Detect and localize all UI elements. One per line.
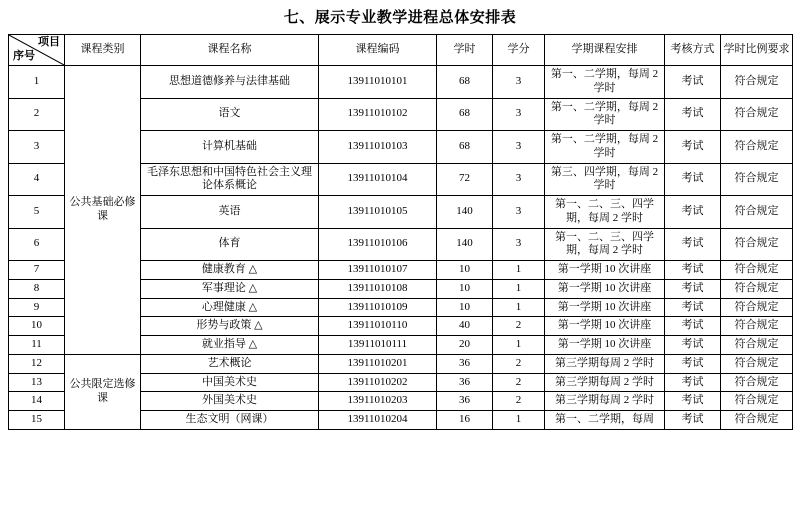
cell-credits: 3: [493, 196, 545, 229]
cell-index: 2: [9, 98, 65, 131]
cell-term: 第一学期 10 次讲座: [545, 317, 665, 336]
cell-hours: 68: [437, 131, 493, 164]
cell-term: 第三学期每周 2 学时: [545, 354, 665, 373]
cell-hours: 40: [437, 317, 493, 336]
cell-credits: 1: [493, 279, 545, 298]
cell-term: 第一、二学期，每周: [545, 411, 665, 430]
cell-credits: 3: [493, 66, 545, 99]
cell-exam: 考试: [665, 98, 721, 131]
page-title: 七、展示专业教学进程总体安排表: [283, 9, 517, 26]
cell-course-name: 思想道德修养与法律基础: [141, 66, 319, 99]
cell-course-code: 13911010107: [319, 261, 437, 280]
cell-hours: 36: [437, 373, 493, 392]
cell-ratio: 符合规定: [721, 66, 793, 99]
cell-course-code: 13911010201: [319, 354, 437, 373]
cell-term: 第一学期 10 次讲座: [545, 261, 665, 280]
cell-course-code: 13911010111: [319, 336, 437, 355]
header-category: 课程类别: [65, 35, 141, 66]
header-exam-method: 考核方式: [665, 35, 721, 66]
table-row: [9, 66, 793, 99]
cell-ratio: 符合规定: [721, 261, 793, 280]
table-row: [9, 354, 793, 373]
cell-index: 8: [9, 279, 65, 298]
cell-ratio: 符合规定: [721, 131, 793, 164]
cell-credits: 2: [493, 354, 545, 373]
cell-course-code: 13911010101: [319, 66, 437, 99]
cell-credits: 2: [493, 317, 545, 336]
cell-index: 3: [9, 131, 65, 164]
cell-course-code: 13911010102: [319, 98, 437, 131]
cell-term: 第一、二学期，每周 2 学时: [545, 66, 665, 99]
cell-course-name: 健康教育 △: [141, 261, 319, 280]
cell-hours: 140: [437, 196, 493, 229]
cell-course-code: 13911010109: [319, 298, 437, 317]
cell-index: 9: [9, 298, 65, 317]
cell-exam: 考试: [665, 298, 721, 317]
cell-course-name: 中国美术史: [141, 373, 319, 392]
cell-course-name: 计算机基础: [141, 131, 319, 164]
table-body: [9, 66, 793, 430]
header-index-label: 序号: [13, 50, 35, 63]
cell-term: 第一、二、三、四学期，每周 2 学时: [545, 196, 665, 229]
cell-exam: 考试: [665, 228, 721, 261]
cell-course-name: 军事理论 △: [141, 279, 319, 298]
cell-course-code: 13911010106: [319, 228, 437, 261]
cell-hours: 68: [437, 98, 493, 131]
cell-ratio: 符合规定: [721, 411, 793, 430]
cell-course-name: 语文: [141, 98, 319, 131]
cell-term: 第一、二、三、四学期，每周 2 学时: [545, 228, 665, 261]
cell-course-name: 外国美术史: [141, 392, 319, 411]
cell-exam: 考试: [665, 163, 721, 196]
cell-index: 5: [9, 196, 65, 229]
cell-index: 11: [9, 336, 65, 355]
cell-course-code: 13911010202: [319, 373, 437, 392]
cell-ratio: 符合规定: [721, 98, 793, 131]
header-hours: 学时: [437, 35, 493, 66]
cell-course-name: 艺术概论: [141, 354, 319, 373]
cell-course-name: 就业指导 △: [141, 336, 319, 355]
cell-course-name: 英语: [141, 196, 319, 229]
header-course-name: 课程名称: [141, 35, 319, 66]
cell-course-code: 13911010105: [319, 196, 437, 229]
cell-ratio: 符合规定: [721, 298, 793, 317]
cell-course-name: 心理健康 △: [141, 298, 319, 317]
cell-exam: 考试: [665, 392, 721, 411]
cell-index: 1: [9, 66, 65, 99]
cell-credits: 2: [493, 392, 545, 411]
cell-course-name: 形势与政策 △: [141, 317, 319, 336]
header-credits: 学分: [493, 35, 545, 66]
cell-course-name: 生态文明（网课）: [141, 411, 319, 430]
header-project-label: 项目: [38, 36, 60, 48]
cell-hours: 68: [437, 66, 493, 99]
cell-course-code: 13911010110: [319, 317, 437, 336]
cell-credits: 1: [493, 336, 545, 355]
cell-course-code: 13911010104: [319, 163, 437, 196]
cell-ratio: 符合规定: [721, 228, 793, 261]
cell-hours: 10: [437, 261, 493, 280]
header-term-arrangement: 学期课程安排: [545, 35, 665, 66]
cell-index: 7: [9, 261, 65, 280]
header-course-code: 课程编码: [319, 35, 437, 66]
header-hour-ratio: 学时比例要求: [721, 35, 793, 66]
cell-term: 第一、二学期，每周 2 学时: [545, 131, 665, 164]
cell-index: 4: [9, 163, 65, 196]
cell-index: 13: [9, 373, 65, 392]
cell-term: 第一、二学期，每周 2 学时: [545, 98, 665, 131]
cell-exam: 考试: [665, 66, 721, 99]
cell-course-code: 13911010103: [319, 131, 437, 164]
header-row: [9, 35, 793, 66]
cell-exam: 考试: [665, 279, 721, 298]
cell-category: 公共限定选修课: [65, 354, 141, 429]
cell-credits: 3: [493, 131, 545, 164]
cell-credits: 1: [493, 261, 545, 280]
cell-index: 15: [9, 411, 65, 430]
cell-credits: 1: [493, 411, 545, 430]
cell-hours: 10: [437, 279, 493, 298]
cell-hours: 10: [437, 298, 493, 317]
cell-category: 公共基础必修课: [65, 66, 141, 355]
cell-hours: 16: [437, 411, 493, 430]
cell-exam: 考试: [665, 354, 721, 373]
cell-exam: 考试: [665, 373, 721, 392]
cell-exam: 考试: [665, 411, 721, 430]
cell-exam: 考试: [665, 261, 721, 280]
cell-term: 第三学期每周 2 学时: [545, 373, 665, 392]
cell-course-code: 13911010108: [319, 279, 437, 298]
cell-index: 10: [9, 317, 65, 336]
cell-ratio: 符合规定: [721, 279, 793, 298]
cell-term: 第一学期 10 次讲座: [545, 279, 665, 298]
cell-term: 第三、四学期，每周 2 学时: [545, 163, 665, 196]
table-header: [9, 35, 793, 66]
cell-credits: 3: [493, 163, 545, 196]
cell-ratio: 符合规定: [721, 317, 793, 336]
cell-term: 第一学期 10 次讲座: [545, 336, 665, 355]
cell-ratio: 符合规定: [721, 336, 793, 355]
cell-term: 第一学期 10 次讲座: [545, 298, 665, 317]
cell-credits: 1: [493, 298, 545, 317]
cell-ratio: 符合规定: [721, 163, 793, 196]
cell-ratio: 符合规定: [721, 354, 793, 373]
cell-course-name: 毛泽东思想和中国特色社会主义理论体系概论: [141, 163, 319, 196]
cell-index: 6: [9, 228, 65, 261]
cell-ratio: 符合规定: [721, 392, 793, 411]
cell-hours: 36: [437, 392, 493, 411]
cell-credits: 3: [493, 228, 545, 261]
cell-hours: 72: [437, 163, 493, 196]
cell-credits: 2: [493, 373, 545, 392]
cell-exam: 考试: [665, 196, 721, 229]
cell-exam: 考试: [665, 336, 721, 355]
cell-hours: 140: [437, 228, 493, 261]
cell-index: 14: [9, 392, 65, 411]
document-page: [0, 6, 800, 430]
cell-ratio: 符合规定: [721, 196, 793, 229]
cell-hours: 20: [437, 336, 493, 355]
cell-exam: 考试: [665, 317, 721, 336]
cell-course-code: 13911010203: [319, 392, 437, 411]
header-index-project: [9, 35, 65, 66]
cell-hours: 36: [437, 354, 493, 373]
cell-exam: 考试: [665, 131, 721, 164]
cell-course-code: 13911010204: [319, 411, 437, 430]
cell-index: 12: [9, 354, 65, 373]
cell-term: 第三学期每周 2 学时: [545, 392, 665, 411]
cell-ratio: 符合规定: [721, 373, 793, 392]
cell-course-name: 体育: [141, 228, 319, 261]
curriculum-table: [8, 34, 793, 430]
cell-credits: 3: [493, 98, 545, 131]
